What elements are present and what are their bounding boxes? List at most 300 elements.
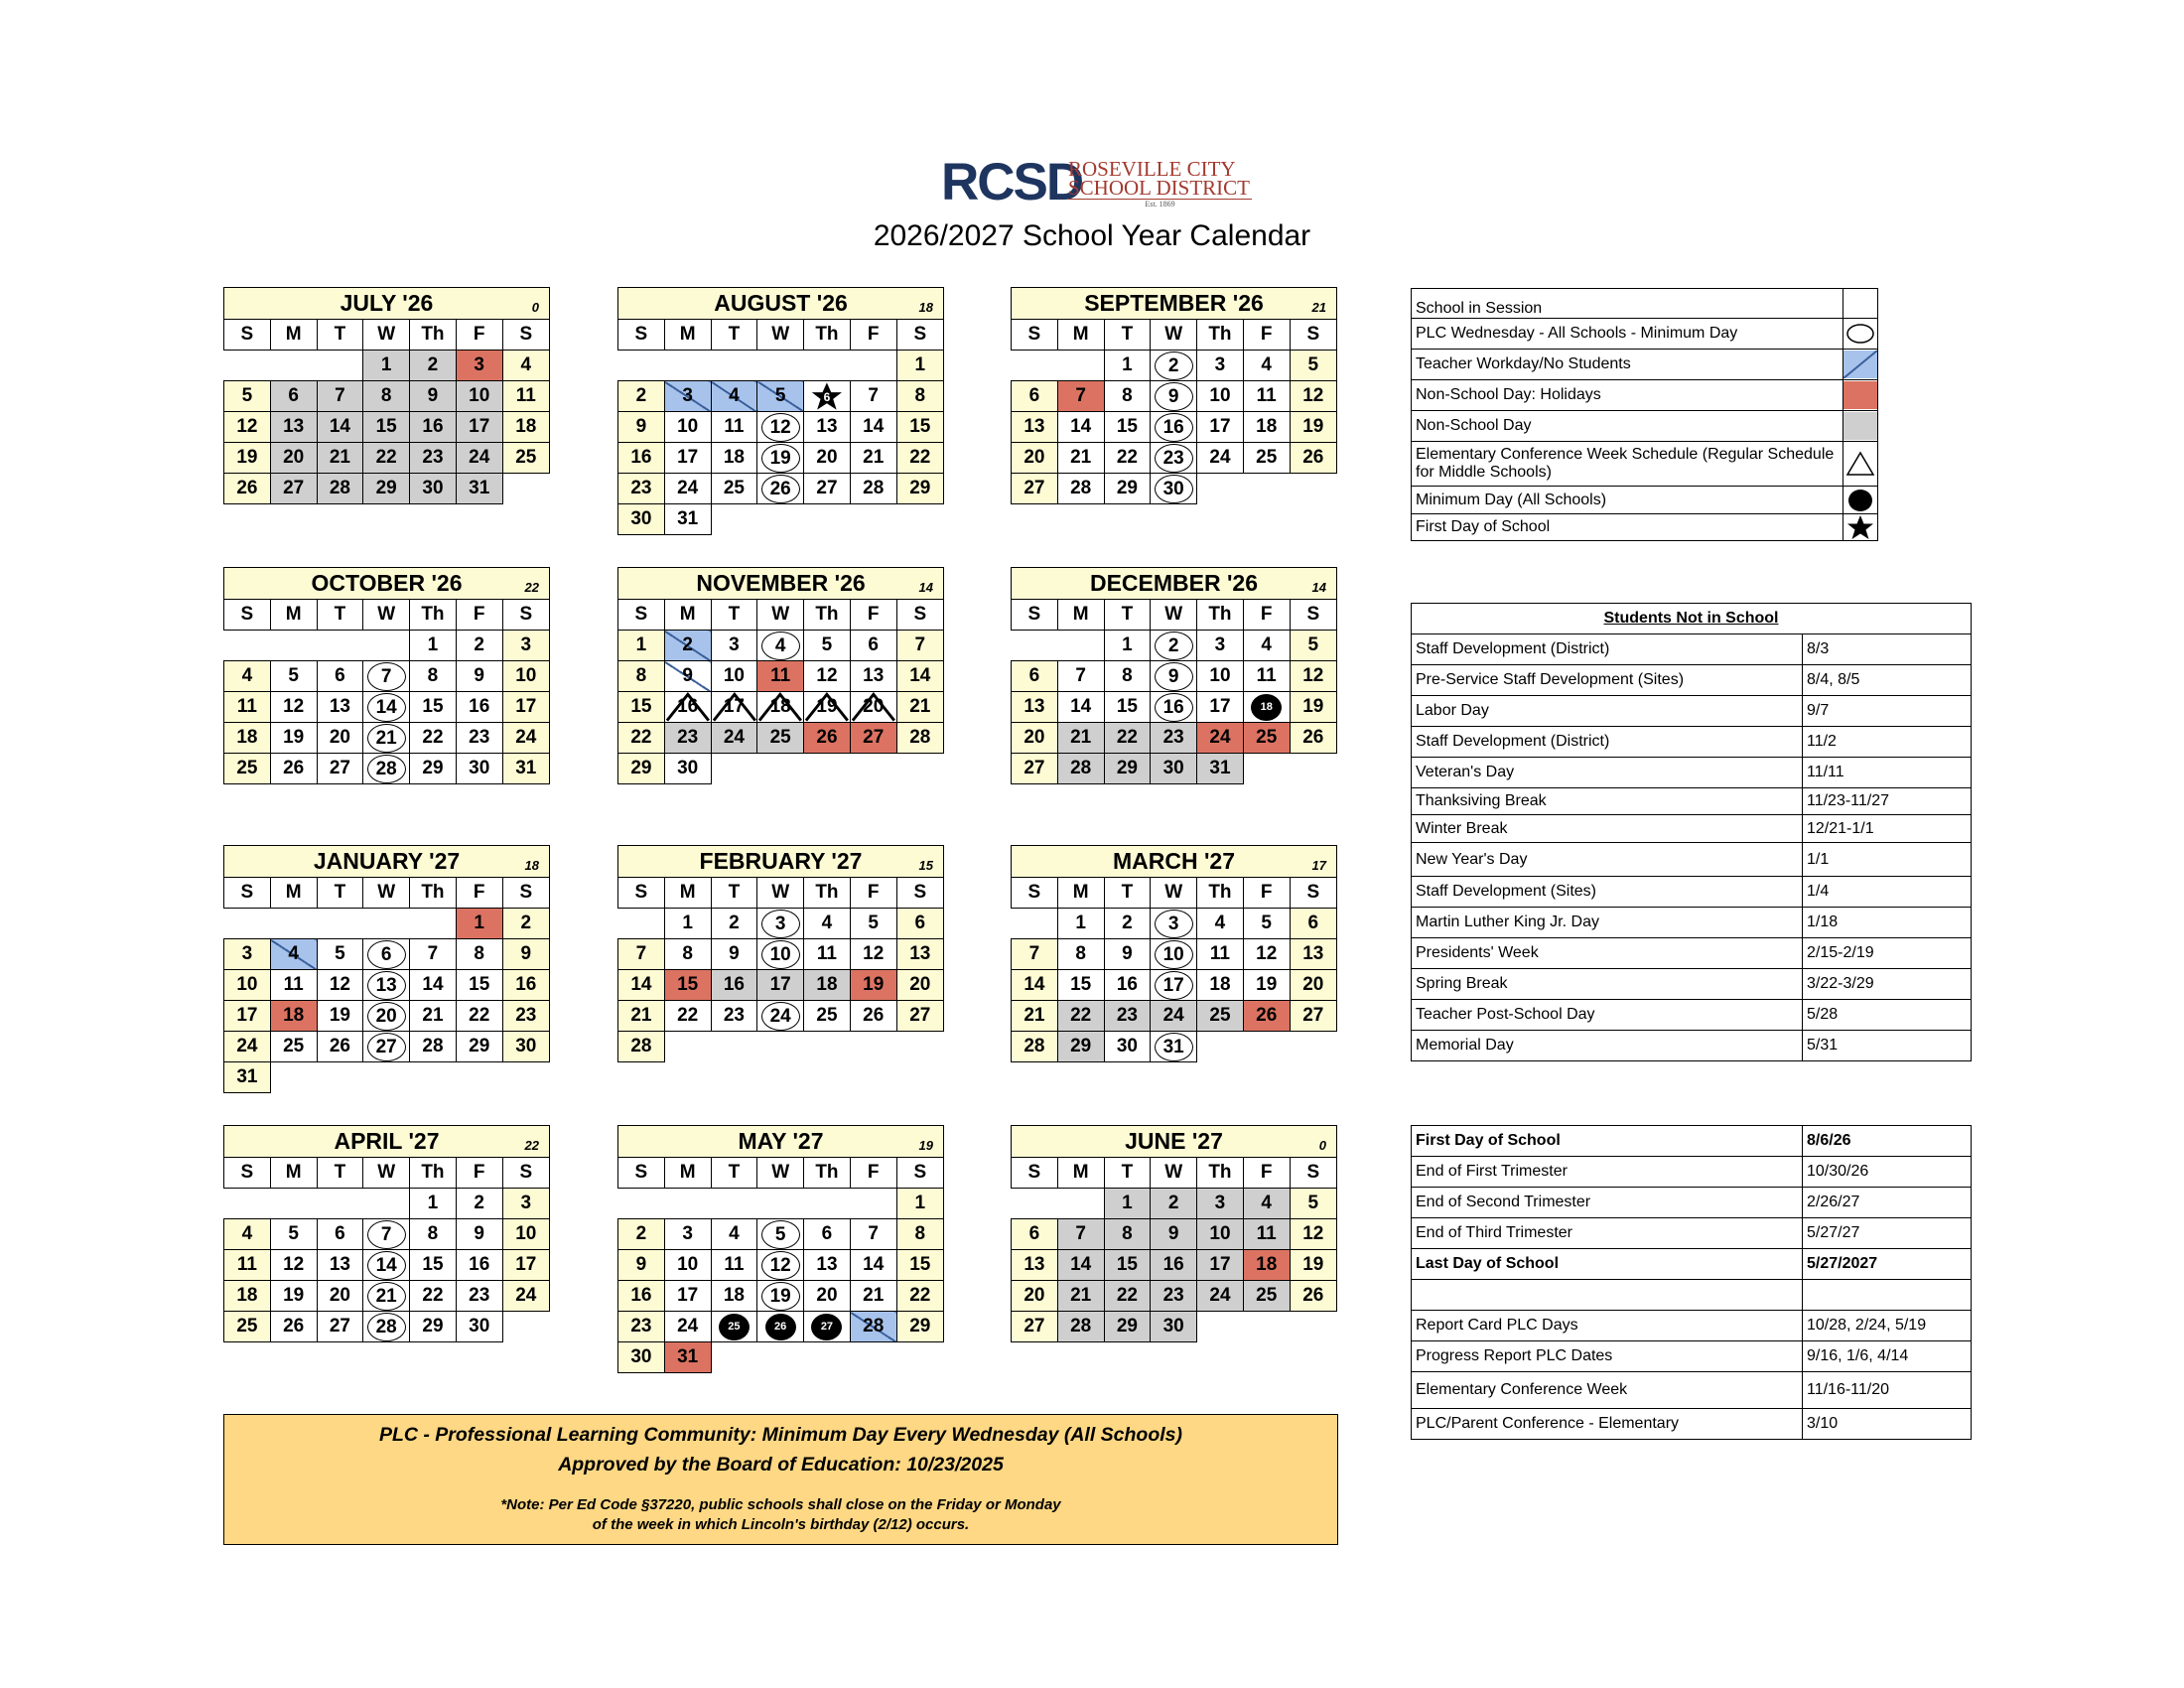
day-cell: [664, 381, 711, 412]
day-cell: [317, 970, 363, 1001]
day-cell: [502, 381, 549, 412]
month-name: JUNE '27: [1125, 1128, 1223, 1154]
weekday-header: S: [1290, 1158, 1336, 1189]
day-number: 8: [914, 385, 926, 406]
day-number: 2: [1122, 913, 1133, 933]
weekday-header: F: [1243, 600, 1290, 631]
day-number: 2: [682, 634, 693, 655]
weekday-header: M: [270, 878, 317, 909]
day-cell: [1243, 1189, 1290, 1219]
weekday-header: S: [1012, 1158, 1058, 1189]
day-number: 22: [422, 1285, 444, 1306]
month-name: FEBRUARY '27: [699, 848, 863, 874]
key-date-label: Progress Report PLC Dates: [1412, 1341, 1803, 1372]
day-cell: [270, 1001, 317, 1032]
logo-name-line2: SCHOOL DISTRICT: [1068, 176, 1250, 200]
month-header: [1012, 846, 1337, 878]
week-row: [618, 692, 944, 723]
day-number: 19: [329, 1005, 350, 1026]
day-number: 9: [1155, 382, 1193, 411]
day-cell: [363, 723, 410, 754]
day-cell: [363, 474, 410, 504]
day-number: 1: [427, 1193, 439, 1213]
key-date-label: End of Second Trimester: [1412, 1188, 1803, 1218]
day-cell: [224, 692, 271, 723]
day-number: 13: [816, 416, 838, 437]
day-number: 18: [236, 727, 258, 748]
day-cell: [1290, 723, 1336, 754]
day-cell: [1243, 1250, 1290, 1281]
day-number: 1: [914, 354, 926, 375]
week-row: [224, 723, 550, 754]
day-cell: [1012, 970, 1058, 1001]
week-row: [224, 351, 550, 381]
day-cell: [1290, 692, 1336, 723]
day-number: 10: [1209, 385, 1231, 406]
day-number: 20: [816, 1285, 838, 1306]
weekday-header: M: [664, 600, 711, 631]
week-row: [1012, 474, 1337, 504]
day-cell: [1012, 1219, 1058, 1250]
weekday-header: M: [1057, 1158, 1104, 1189]
day-cell: [618, 631, 665, 661]
event-label: Thanksiving Break: [1412, 788, 1803, 815]
day-cell: [664, 443, 711, 474]
workday-slash-icon: [1843, 351, 1877, 378]
empty-cell: [1243, 474, 1290, 504]
day-cell: [804, 1312, 851, 1342]
day-number: 15: [909, 416, 931, 437]
day-number: 25: [515, 447, 537, 468]
day-cell: [456, 381, 502, 412]
day-cell: [664, 1312, 711, 1342]
empty-cell: [456, 1062, 502, 1093]
day-number: 4: [520, 354, 532, 375]
weekday-header: S: [1012, 600, 1058, 631]
day-number: 28: [1070, 1316, 1092, 1336]
day-cell: [711, 474, 757, 504]
day-cell: [224, 1312, 271, 1342]
day-number: 15: [422, 696, 444, 717]
day-cell: [1290, 381, 1336, 412]
day-cell: [618, 1281, 665, 1312]
day-cell: [410, 631, 457, 661]
legend-row: [1412, 411, 1878, 442]
day-cell: [664, 723, 711, 754]
weekday-header: Th: [410, 878, 457, 909]
day-cell: [757, 381, 804, 412]
day-cell: [804, 1219, 851, 1250]
empty-cell: [711, 1032, 757, 1062]
day-cell: [896, 1001, 943, 1032]
weekday-header: Th: [1197, 878, 1244, 909]
weekday-header: M: [664, 878, 711, 909]
day-cell: [1104, 1219, 1151, 1250]
day-cell: [1151, 1281, 1197, 1312]
day-number: 5: [1307, 1193, 1319, 1213]
day-cell: [224, 939, 271, 970]
day-cell: [1057, 1032, 1104, 1062]
week-row: [1012, 1189, 1337, 1219]
day-number: 21: [1070, 447, 1092, 468]
key-date-label: Last Day of School: [1412, 1249, 1803, 1280]
day-number: 9: [520, 943, 532, 964]
weekday-header: Th: [804, 878, 851, 909]
day-number: 29: [909, 478, 931, 498]
day-cell: [1012, 692, 1058, 723]
day-number: 24: [761, 1002, 800, 1031]
empty-cell: [1012, 909, 1058, 939]
day-number: 21: [1070, 727, 1092, 748]
day-number: 4: [1261, 634, 1272, 655]
day-number: 1: [474, 913, 484, 933]
legend-row: [1412, 514, 1878, 541]
week-row: [224, 631, 550, 661]
week-row: [1012, 754, 1337, 784]
weekday-header: Th: [804, 600, 851, 631]
day-number: 15: [375, 416, 397, 437]
week-row: [1012, 381, 1337, 412]
empty-cell: [757, 351, 804, 381]
day-number: 17: [515, 696, 537, 717]
day-number: 14: [1070, 1254, 1092, 1275]
day-number: 12: [236, 416, 258, 437]
day-cell: [1057, 1250, 1104, 1281]
legend-label: Non-School Day: Holidays: [1412, 380, 1843, 411]
day-cell: [804, 381, 851, 412]
day-number: 26: [329, 1036, 350, 1056]
weekday-header: S: [1290, 600, 1336, 631]
day-number: 21: [1024, 1005, 1045, 1026]
week-row: [224, 1312, 550, 1342]
day-number: 5: [288, 665, 299, 686]
key-date-value: [1803, 1280, 1972, 1311]
key-date-row: [1412, 1188, 1972, 1218]
day-number: 28: [1070, 758, 1092, 778]
week-row: [1012, 1281, 1337, 1312]
non-school-swatch-icon: [1843, 412, 1877, 440]
day-number: 24: [469, 447, 490, 468]
day-cell: [711, 939, 757, 970]
day-cell: [850, 1250, 896, 1281]
day-cell: [1151, 443, 1197, 474]
day-cell: [224, 1001, 271, 1032]
day-cell: [363, 1219, 410, 1250]
day-number: 18: [236, 1285, 258, 1306]
month-header: [618, 568, 944, 600]
event-label: Labor Day: [1412, 696, 1803, 727]
day-number: 1: [1075, 913, 1086, 933]
day-number: 16: [677, 696, 699, 717]
day-number: 22: [1070, 1005, 1092, 1026]
school-day-count: 21: [1311, 300, 1326, 315]
day-number: 29: [422, 758, 444, 778]
day-cell: [804, 443, 851, 474]
day-cell: [896, 970, 943, 1001]
weekday-header: F: [1243, 320, 1290, 351]
school-day-count: 0: [531, 300, 539, 315]
day-number: 23: [1162, 727, 1184, 748]
day-cell: [711, 1001, 757, 1032]
month-4: [617, 567, 944, 784]
day-number: 25: [816, 1005, 838, 1026]
day-cell: [456, 474, 502, 504]
day-number: 16: [1155, 413, 1193, 442]
legend-symbol: [1843, 350, 1878, 380]
key-date-row: [1412, 1372, 1972, 1409]
day-cell: [1057, 939, 1104, 970]
day-number: 20: [283, 447, 305, 468]
week-row: [618, 412, 944, 443]
day-cell: [664, 631, 711, 661]
day-cell: [711, 1281, 757, 1312]
school-day-count: 14: [1311, 580, 1326, 595]
week-row: [224, 412, 550, 443]
day-cell: [850, 474, 896, 504]
weekday-header: W: [1151, 1158, 1197, 1189]
day-cell: [1104, 970, 1151, 1001]
logo-abbreviation: RCSD: [941, 153, 1083, 211]
day-cell: [1104, 474, 1151, 504]
day-number: 5: [821, 634, 833, 655]
weekday-header: T: [1104, 600, 1151, 631]
day-cell: [410, 443, 457, 474]
weekday-header: S: [224, 878, 271, 909]
day-number: 3: [474, 354, 484, 375]
day-number: 18: [723, 447, 745, 468]
day-cell: [317, 1032, 363, 1062]
event-label: Staff Development (District): [1412, 634, 1803, 665]
day-cell: [1243, 412, 1290, 443]
legend-table: [1411, 288, 1878, 541]
legend-symbol: [1843, 514, 1878, 541]
day-cell: [1197, 443, 1244, 474]
day-number: 17: [1209, 416, 1231, 437]
day-number: 28: [1024, 1036, 1045, 1056]
weekday-header: Th: [410, 600, 457, 631]
legend-symbol: [1843, 487, 1878, 514]
day-cell: [1104, 1189, 1151, 1219]
day-cell: [270, 1032, 317, 1062]
day-number: 8: [682, 943, 693, 964]
day-cell: [317, 443, 363, 474]
day-number: 30: [422, 478, 444, 498]
day-cell: [1057, 412, 1104, 443]
day-cell: [502, 1219, 549, 1250]
day-number: 9: [474, 1223, 484, 1244]
day-cell: [1151, 754, 1197, 784]
week-row: [1012, 661, 1337, 692]
day-cell: [1290, 351, 1336, 381]
day-cell: [896, 1250, 943, 1281]
month-9: [223, 1125, 550, 1342]
legend-row: [1412, 350, 1878, 380]
month-name: APRIL '27: [334, 1128, 440, 1154]
day-cell: [757, 909, 804, 939]
weekday-header: F: [1243, 1158, 1290, 1189]
day-number: 5: [241, 385, 253, 406]
day-number: 24: [236, 1036, 258, 1056]
day-cell: [896, 631, 943, 661]
empty-cell: [410, 909, 457, 939]
day-number: 7: [1075, 385, 1086, 406]
day-cell: [1012, 661, 1058, 692]
day-number: 24: [1209, 447, 1231, 468]
day-cell: [896, 1281, 943, 1312]
weekday-header: M: [664, 320, 711, 351]
day-cell: [1290, 412, 1336, 443]
week-row: [618, 631, 944, 661]
week-row: [224, 443, 550, 474]
empty-cell: [1290, 754, 1336, 784]
week-row: [618, 1001, 944, 1032]
day-number: 5: [335, 943, 345, 964]
day-cell: [1197, 1250, 1244, 1281]
day-cell: [270, 1281, 317, 1312]
day-cell: [664, 909, 711, 939]
day-cell: [1151, 1001, 1197, 1032]
day-cell: [850, 1219, 896, 1250]
day-cell: [896, 351, 943, 381]
day-number: 26: [1302, 727, 1324, 748]
legend-row: [1412, 380, 1878, 411]
day-number: 10: [723, 665, 745, 686]
day-number: 7: [427, 943, 439, 964]
day-cell: [1290, 1001, 1336, 1032]
day-number: 11: [515, 385, 536, 406]
day-cell: [1197, 939, 1244, 970]
day-cell: [363, 939, 410, 970]
day-number: 2: [1167, 1193, 1179, 1213]
day-number: 8: [427, 665, 439, 686]
day-cell: [896, 692, 943, 723]
day-number: 10: [1209, 1223, 1231, 1244]
key-date-row: [1412, 1126, 1972, 1157]
day-cell: [317, 1312, 363, 1342]
day-number: 18: [1251, 694, 1282, 721]
weekday-header: M: [1057, 878, 1104, 909]
weekday-header: T: [317, 878, 363, 909]
day-number: 26: [761, 475, 800, 503]
day-number: 17: [469, 416, 490, 437]
legend-label: First Day of School: [1412, 514, 1843, 541]
empty-cell: [711, 1189, 757, 1219]
day-cell: [410, 381, 457, 412]
day-cell: [618, 1250, 665, 1281]
day-cell: [757, 1312, 804, 1342]
day-cell: [896, 381, 943, 412]
key-dates-table: [1411, 1125, 1972, 1440]
key-date-label: First Day of School: [1412, 1126, 1803, 1157]
day-number: 28: [630, 1036, 652, 1056]
empty-cell: [1290, 474, 1336, 504]
day-cell: [618, 412, 665, 443]
week-row: [224, 1062, 550, 1093]
day-number: 11: [283, 974, 304, 995]
day-number: 15: [1116, 416, 1138, 437]
day-number: 8: [914, 1223, 926, 1244]
weekday-header: T: [711, 320, 757, 351]
day-number: 31: [677, 508, 699, 529]
not-in-school-row: [1412, 877, 1972, 908]
day-number: 31: [1155, 1033, 1193, 1061]
empty-cell: [317, 1189, 363, 1219]
day-cell: [804, 631, 851, 661]
day-cell: [363, 1250, 410, 1281]
day-number: 19: [816, 696, 838, 717]
day-cell: [711, 1219, 757, 1250]
weekday-header: M: [270, 1158, 317, 1189]
students-not-in-school-title: Students Not in School: [1412, 604, 1972, 634]
day-cell: [1197, 1001, 1244, 1032]
day-number: 24: [1209, 727, 1231, 748]
day-cell: [363, 1001, 410, 1032]
day-cell: [410, 692, 457, 723]
day-number: 26: [1302, 1285, 1324, 1306]
event-label: Memorial Day: [1412, 1031, 1803, 1061]
day-cell: [410, 1250, 457, 1281]
day-number: 15: [1116, 696, 1138, 717]
star-icon: [1846, 514, 1874, 540]
day-number: 10: [761, 940, 800, 969]
day-number: 21: [630, 1005, 652, 1026]
day-cell: [1290, 661, 1336, 692]
event-label: Winter Break: [1412, 815, 1803, 843]
day-cell: [618, 1312, 665, 1342]
day-cell: [757, 443, 804, 474]
day-cell: [664, 939, 711, 970]
day-number: 3: [520, 634, 532, 655]
weekday-header: F: [850, 878, 896, 909]
event-label: Pre-Service Staff Development (Sites): [1412, 665, 1803, 696]
legend-label: Elementary Conference Week Schedule (Regular Schedule for Middle Schools): [1412, 442, 1843, 487]
event-label: Teacher Post-School Day: [1412, 1000, 1803, 1031]
day-cell: [711, 970, 757, 1001]
day-cell: [363, 1281, 410, 1312]
weekday-header: S: [224, 1158, 271, 1189]
month-3: [223, 567, 550, 784]
day-number: 17: [1209, 1254, 1231, 1275]
empty-cell: [1290, 1032, 1336, 1062]
day-cell: [1151, 723, 1197, 754]
day-number: 17: [677, 447, 699, 468]
key-date-value: 11/16-11/20: [1803, 1372, 1972, 1409]
day-cell: [1057, 1312, 1104, 1342]
weekday-header: W: [363, 1158, 410, 1189]
day-number: 2: [635, 385, 647, 406]
day-number: 23: [1155, 444, 1193, 473]
day-cell: [270, 1250, 317, 1281]
day-number: 16: [469, 1254, 490, 1275]
empty-cell: [317, 351, 363, 381]
day-number: 13: [367, 971, 406, 1000]
weekday-header: F: [1243, 878, 1290, 909]
day-number: 29: [630, 758, 652, 778]
weekday-header: Th: [804, 1158, 851, 1189]
day-cell: [363, 351, 410, 381]
empty-cell: [224, 631, 271, 661]
event-date: 11/11: [1803, 758, 1972, 788]
week-row: [618, 723, 944, 754]
day-cell: [224, 1032, 271, 1062]
day-number: 20: [909, 974, 931, 995]
day-number: 10: [677, 1254, 699, 1275]
week-row: [1012, 1219, 1337, 1250]
empty-cell: [317, 909, 363, 939]
key-date-label: [1412, 1280, 1803, 1311]
day-cell: [363, 1032, 410, 1062]
day-cell: [1290, 443, 1336, 474]
